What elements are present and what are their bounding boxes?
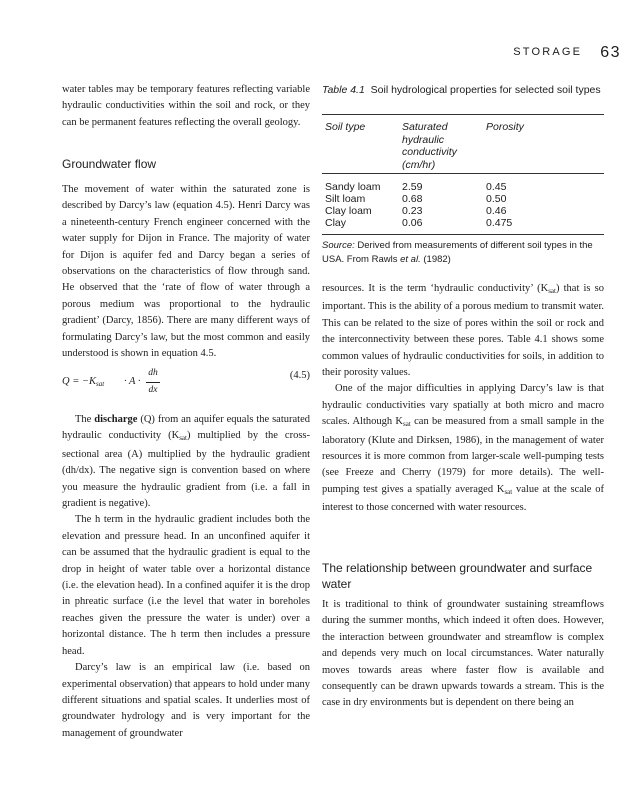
- equation-denominator: dx: [148, 385, 158, 395]
- cell-conductivity: 2.59: [402, 181, 423, 193]
- table-row: [325, 193, 604, 205]
- cell-soil: Clay loam: [325, 205, 372, 217]
- running-header: [513, 44, 621, 62]
- cell-soil: Sandy loam: [325, 181, 381, 193]
- table-label: Table 4.1: [322, 84, 365, 96]
- column-header-porosity: Porosity: [486, 121, 524, 133]
- right-column-text: [322, 281, 604, 517]
- table-source-note: Source: Derived from measurements of different soil types in the USA. From Rawls et al. (1982): [322, 240, 593, 265]
- table-header-rule: [322, 173, 604, 174]
- cell-conductivity: 0.06: [402, 217, 423, 229]
- cell-conductivity: 0.23: [402, 205, 423, 217]
- equation-lhs: $Q = -K_{sat}$: [62, 376, 105, 388]
- fraction-bar: [146, 382, 160, 383]
- table-top-rule: [322, 114, 604, 115]
- equation-middle: · A ·: [124, 376, 141, 387]
- discharge-block: [62, 412, 310, 742]
- darcy-paragraph: The movement of water within the saturated zone is described by Darcy’s law (equation 4.5). Henri Darcy was a nineteenth-century French engineer concerned with the water supply for Dijon in France. The majority of water for Dijon is aquifer fed and Darcy began a series of observations on the characteristics of flow through sand. He observed that the ‘rate of flow of water through a porous medium was proportional to the hydraulic gradient’ (Darcy, 1856). There are many different ways of formulating Darcy’s law, but the most common and easily understood is shown in equation 4.5.: [62, 184, 310, 360]
- table-body: [325, 181, 604, 229]
- table-bottom-rule: [322, 234, 604, 235]
- column-header-conductivity: Saturated hydraulic conductivity (cm/hr): [402, 121, 457, 171]
- h-term-paragraph: The h term in the hydraulic gradient includes both the elevation and pressure head. In an unconfined aquifer it can be assumed that the hydraulic gradient is equal to the drop in height of water table over a horizontal distance (i.e. the elevation head). In a confined aquifer it is the drop in phreatic surface (i.e the level that water in boreholes reaches given the pressure the water is under) over a horizontal distance. The h term then includes a pressure head.: [62, 514, 310, 657]
- table-caption-text: Soil hydrological properties for selected soil types: [370, 84, 601, 96]
- left-intro: [62, 82, 310, 131]
- cell-conductivity: 0.68: [402, 193, 423, 205]
- page-number: 63: [600, 44, 621, 61]
- cell-porosity: 0.46: [486, 205, 507, 217]
- table-caption: [322, 84, 604, 98]
- equation-label: (4.5): [289, 370, 310, 381]
- intro-paragraph: water tables may be temporary features reflecting variable hydraulic conductivities within the soil and rock, or they can be permanent features reflecting the overall geology.: [62, 84, 310, 128]
- cell-porosity: 0.475: [486, 217, 513, 229]
- column-header-soil-type: Soil type: [325, 121, 366, 133]
- table-row: [325, 181, 604, 193]
- empirical-law-paragraph: Darcy’s law is an empirical law (i.e. based on experimental observation) that appears to hold under many different situations and spatial scales. It underlies most of groundwater hydrology and is very important for the management of groundwater: [62, 662, 310, 739]
- cell-porosity: 0.50: [486, 193, 507, 205]
- relationship-heading: The relationship between groundwater and surface water: [322, 561, 593, 591]
- cell-soil: Clay: [325, 217, 347, 229]
- groundwater-flow-heading: Groundwater flow: [62, 157, 157, 171]
- relationship-text: [322, 597, 604, 712]
- table-row: [325, 217, 604, 229]
- cell-soil: Silt loam: [325, 193, 366, 205]
- difficulties-paragraph: One of the major difficulties in applying Darcy’s law is that hydraulic conductivities vary spatially at both micro and macro scales. Although $K_{sat}$ can be measured from a small sample in the laboratory (Klute and Dirksen, 1986), in the management of water resources it is more common from larger-scale well-pumping tests (see Freeze and Cherry (1979) for more details). The well-pumping test gives a spatially averaged $K_{sat}$ value at the scale of interest to those concerned with water resources.: [322, 383, 604, 514]
- equation-numerator: dh: [148, 368, 158, 378]
- discharge-paragraph: The discharge (Q) from an aquifer equals the saturated hydraulic conductivity $(K_{sat})$ multiplied by the cross-sectional area (A) multiplied by the hydraulic gradient (dh/dx). The negative sign is convention based on where you measure the hydraulic gradient from (i.e. a fall in gradient is negative).: [62, 414, 310, 510]
- equation-4-5: [62, 366, 310, 402]
- section-title: STORAGE: [513, 46, 583, 58]
- groundwater-surface-paragraph: It is traditional to think of groundwater sustaining streamflows during the summer months, which indeed it often does. However, the interaction between groundwater and streamflow is complex and depends very much on local circumstances. Water naturally moves towards areas where faster flow is available and consequently can be drawn upwards towards a stream. This is the case in dry environments but is dependent on there being an: [322, 599, 604, 709]
- source-label: Source:: [322, 240, 355, 251]
- cell-porosity: 0.45: [486, 181, 507, 193]
- hydraulic-conductivity-paragraph: resources. It is the term ‘hydraulic conductivity’ $(K_{sat})$ that is so important. This is the ability of a porous medium to transmit water. This can be related to the size of pores within the soil or rock and the interconnectivity between these pores. Table 4.1 shows some common values of hydraulic conductivities for soils, in addition to their porosity values.: [322, 283, 604, 379]
- table-row: [325, 205, 604, 217]
- darcy-intro-paragraph: [62, 182, 310, 362]
